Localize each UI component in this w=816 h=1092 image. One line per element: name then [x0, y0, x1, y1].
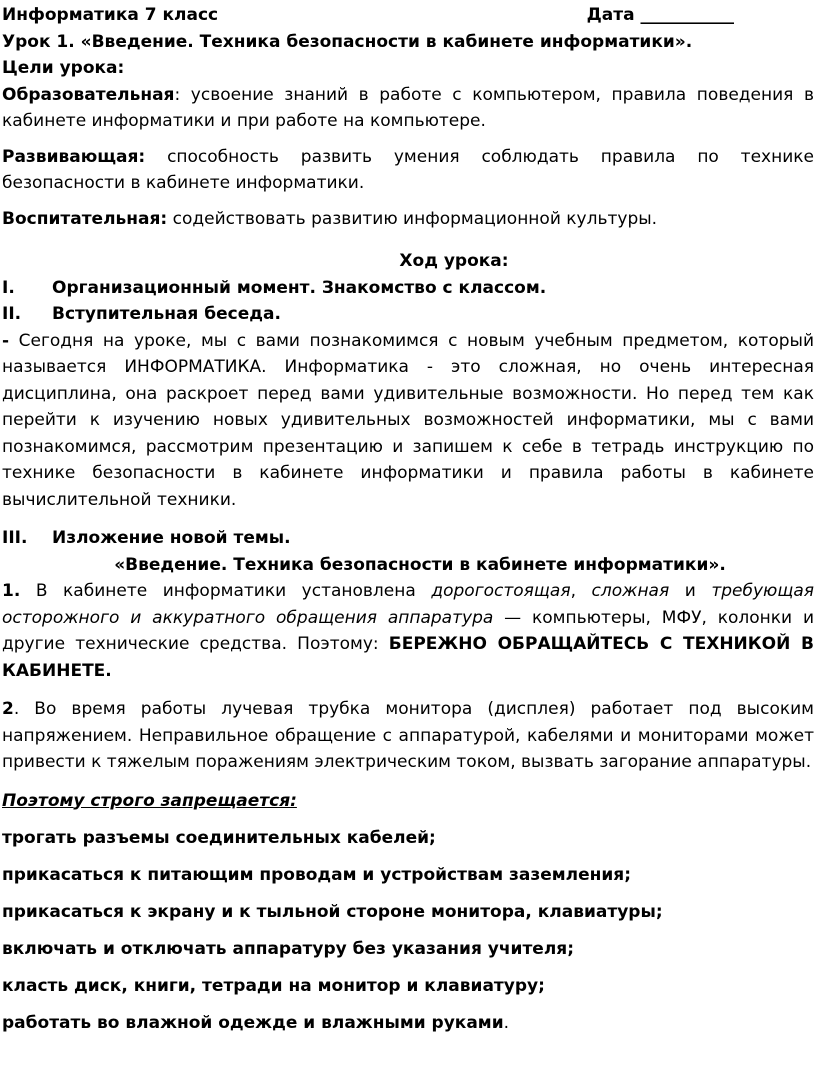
rule-item: трогать разъемы соединительных кабелей;: [2, 828, 436, 848]
point-text: . Во время работы лучевая трубка монитора (дисплея) работает под высоким напряжением. Неправильное обращение с аппаратурой, кабелями и мониторами может привести к тяжелым поражениям электрическим током, вызвать загорание аппаратуры.: [2, 699, 814, 772]
section-title: Вступительная беседа.: [52, 304, 281, 324]
goal-label: Образовательная: [2, 84, 175, 105]
goal-developing: [2, 144, 814, 197]
point-number: 2: [2, 699, 14, 719]
rule-item: включать и отключать аппаратуру без указания учителя;: [2, 939, 574, 959]
point-2: [2, 696, 814, 776]
lesson-title: Урок 1. «Введение. Техника безопасности в кабинете информатики».: [2, 31, 693, 52]
intro-text: Сегодня на уроке, мы с вами познакомимся с новым учебным предметом, который называется ИНФОРМАТИКА. Информатика - это сложная, но очень интересная дисциплина, она раскроет перед вами удивительные возможности. Но перед тем как перейти к изучению новых удивительных возможностей информатики, мы с вами познакомимся, рассмотрим презентацию и запишем к себе в тетрадь инструкцию по технике безопасности в кабинете информатики и правила работы в кабинете вычислительной техники.: [2, 330, 814, 510]
section-1: [2, 275, 814, 302]
goal-label: Воспитательная:: [2, 208, 168, 229]
document-header: [2, 2, 814, 29]
section-number: II.: [2, 304, 22, 324]
goal-educational: [2, 82, 814, 135]
rules-list: [2, 825, 814, 1036]
prohibited-heading: Поэтому строго запрещается:: [2, 790, 297, 811]
goal-label: Развивающая:: [2, 146, 146, 167]
goal-text: усвоение знаний в работе с компьютером, правила поведения в кабинете информатики и при работе на компьютере.: [2, 84, 814, 131]
section-number: III.: [2, 528, 28, 548]
point-italic: дорогостоящая: [431, 581, 571, 601]
section-2: [2, 301, 814, 328]
goal-separator: :: [174, 84, 181, 105]
rule-end: .: [503, 1013, 510, 1033]
point-text: и: [669, 581, 712, 601]
goal-text: содействовать развитию информационной культуры.: [167, 208, 658, 229]
rule-item-last: [2, 1010, 814, 1036]
point-1: [2, 578, 814, 684]
goal-text: способность развить умения соблюдать правила по технике безопасности в кабинете информатики.: [2, 146, 814, 193]
goals-heading: Цели урока:: [2, 58, 125, 78]
goal-upbringing: [2, 206, 814, 233]
subject-label: Информатика 7 класс: [2, 5, 219, 25]
section-title: Организационный момент. Знакомство с классом.: [52, 277, 547, 298]
rule-text: работать во влажной одежде и влажными руками: [2, 1013, 504, 1033]
point-caps: БЕРЕЖНО ОБРАЩАЙТЕСЬ С ТЕХНИКОЙ В КАБИНЕТЕ.: [2, 634, 814, 681]
intro-paragraph: [2, 328, 814, 514]
rule-item: прикасаться к питающим проводам и устройствам заземления;: [2, 865, 632, 885]
point-italic: сложная: [591, 581, 670, 601]
date-field: Дата ___________: [586, 5, 734, 25]
topic-title: «Введение. Техника безопасности в кабинете информатики».: [114, 554, 726, 575]
section-title: Изложение новой темы.: [52, 528, 291, 548]
point-text: В кабинете информатики установлена: [20, 581, 432, 601]
rule-item: прикасаться к экрану и к тыльной стороне монитора, клавиатуры;: [2, 902, 663, 922]
section-3: [2, 525, 814, 552]
point-text: ,: [570, 581, 592, 601]
point-number: 1.: [2, 581, 21, 601]
point-text: — компьютеры, МФУ, колонки и другие технические средства. Поэтому:: [2, 607, 814, 654]
point-italic: требующая осторожного и аккуратного обращения аппаратура: [2, 581, 815, 628]
course-heading: Ход урока:: [399, 251, 509, 271]
section-number: I.: [2, 277, 15, 298]
document-page: [2, 2, 814, 1036]
rule-item: класть диск, книги, тетради на монитор и клавиатуру;: [2, 976, 545, 996]
intro-dash: -: [2, 330, 10, 351]
